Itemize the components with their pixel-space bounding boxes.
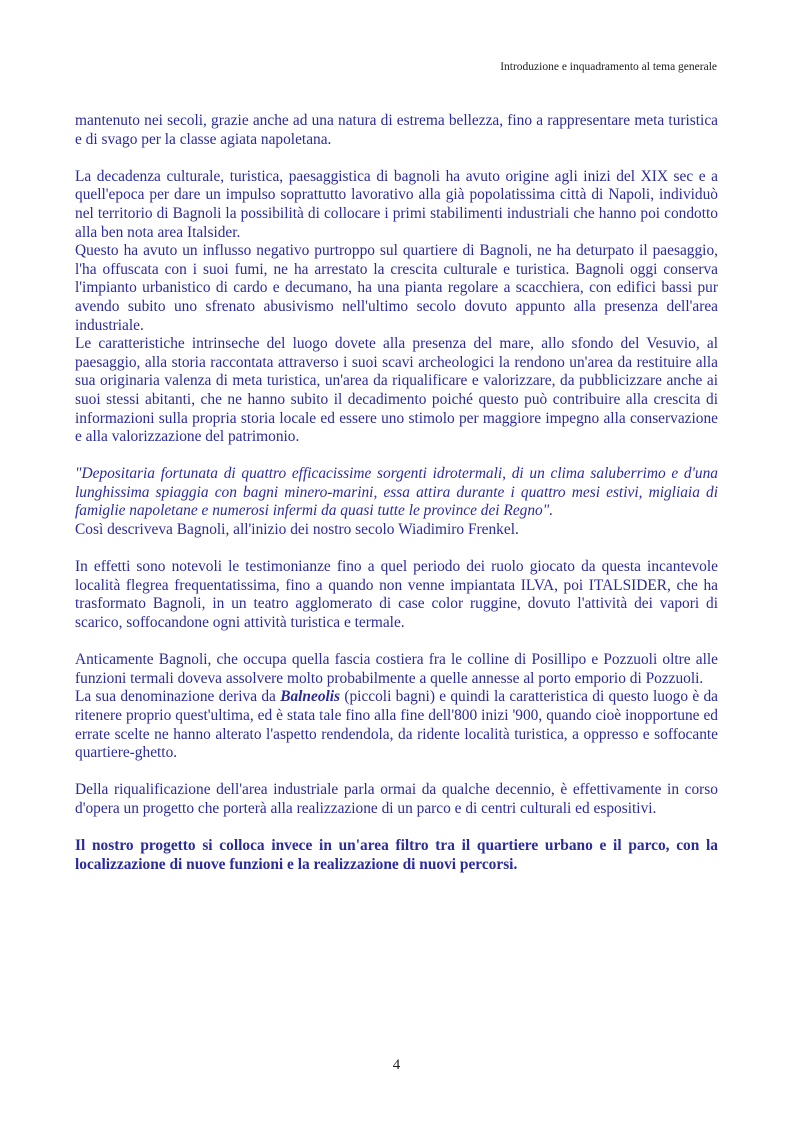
- page-number: 4: [392, 1057, 401, 1073]
- paragraph: mantenuto nei secoli, grazie anche ad una natura di estrema bellezza, fino a rappresentare meta turistica e di svago per la classe agiata napoletana.: [75, 112, 718, 148]
- text-run: La sua denominazione deriva da: [75, 688, 281, 706]
- paragraph: In effetti sono notevoli le testimonianze fino a quel periodo dei ruolo giocato da questa incantevole località flegrea frequentatissima, fino a quando non venne impiantata ILVA, poi ITALSIDER, che ha trasformato Bagnoli, in un teatro agglomerato di case color ruggine, dovuto l'attività dei vapori di scarico, soffocandone ogni attività turistica e termale.: [75, 558, 718, 632]
- running-header: Introduzione e inquadramento al tema generale: [500, 61, 717, 73]
- project-statement: Il nostro progetto si colloca invece in un'area filtro tra il quartiere urbano e il parco, con la localizzazione di nuove funzioni e la realizzazione di nuovi percorsi.: [75, 837, 718, 873]
- quotation: "Depositaria fortunata di quattro efficacissime sorgenti idrotermali, di un clima saluberrimo e d'una lunghissima spiaggia con bagni minero-marini, essa attira durante i quattro mesi estivi, migliaia di famiglie napoletane e numerosi infermi da quasi tutte le province dei Regno".: [75, 465, 718, 520]
- paragraph: La decadenza culturale, turistica, paesaggistica di bagnoli ha avuto origine agli inizi del XIX sec e a quell'epoca per dare un impulso soprattutto lavorativo alla già popolatissima città di Napoli, individuò nel territorio di Bagnoli la possibilità di collocare i primi stabilimenti industriali che hanno poi condotto alla ben nota area Italsider.: [75, 167, 718, 241]
- document-body: [75, 112, 718, 874]
- text-run: (piccoli bagni) e quindi la caratteristica di questo luogo è da ritenere proprio quest'ultima, ed è stata tale fino alla fine dell'800 inizi '900, quando cioè inopportune ed errate scelte ne hanno alterato l'aspetto rendendola, da ridente località turistica, a oppresso e soffocante quartiere-ghetto.: [75, 688, 718, 762]
- quotation-attribution: Così descriveva Bagnoli, all'inizio dei nostro secolo Wiadimiro Frenkel.: [75, 521, 519, 539]
- emphasized-term: Balneolis: [280, 688, 341, 706]
- paragraph: Le caratteristiche intrinseche del luogo dovete alla presenza del mare, allo sfondo del Vesuvio, al paesaggio, alla storia raccontata attraverso i suoi scavi archeologici la rendono un'area da restituire alla sua originaria valenza di meta turistica, un'area da riqualificare e valorizzare, da pubblicizzare anche ai suoi stessi abitanti, che ne hanno subito il decadimento poiché questo può contribuire alla crescita di informazioni sulla propria storia locale ed essere uno stimolo per maggiore impegno alla conservazione e alla valorizzazione del patrimonio.: [75, 335, 718, 446]
- paragraph: [75, 688, 718, 762]
- paragraph: Della riqualificazione dell'area industriale parla ormai da qualche decennio, è effettivamente in corso d'opera un progetto che porterà alla realizzazione di un parco e di centri culturali ed espositivi.: [75, 781, 718, 817]
- paragraph: Anticamente Bagnoli, che occupa quella fascia costiera fra le colline di Posillipo e Pozzuoli oltre alle funzioni termali doveva assolvere molto probabilmente a quelle annesse al porto emporio di Pozzuoli.: [75, 651, 718, 687]
- paragraph: Questo ha avuto un influsso negativo purtroppo sul quartiere di Bagnoli, ne ha deturpato il paesaggio, l'ha offuscata con i suoi fumi, ne ha arrestato la crescita culturale e turistica. Bagnoli oggi conserva l'impianto urbanistico di cardo e decumano, ha una pianta regolare a scacchiera, con edifici bassi pur avendo subito uno sfrenato abusivismo nell'ultimo secolo dovuto appunto alla presenza dell'area industriale.: [75, 242, 718, 334]
